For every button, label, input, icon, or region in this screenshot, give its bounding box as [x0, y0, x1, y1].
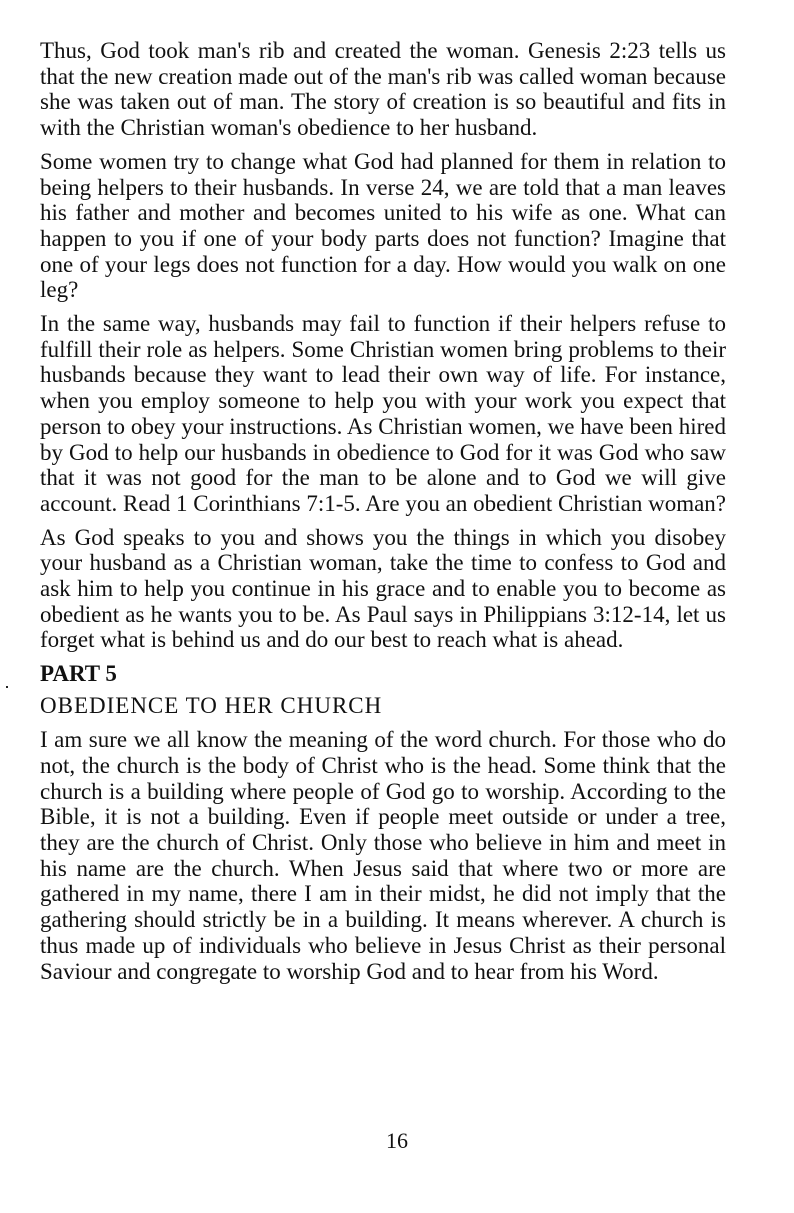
- page-number: 16: [386, 1128, 408, 1153]
- paragraph-helpers-to-husbands: Some women try to change what God had planned for them in relation to being helpers to their husbands. In verse 24, we are told that a man leaves his father and mother and becomes united to his wife as one. What can happen to you if one of your body parts does not function? Imagine that one of your legs does not function for a day. How would you walk on one leg?: [40, 148, 726, 303]
- paragraph-meaning-of-church: I am sure we all know the meaning of the word church. For those who do not, the church is the body of Christ who is the head. Some think that the church is a building where people of God go to worship. According to the Bible, it is not a building. Even if people meet outside or under a tree, they are the church of Christ. Only those who believe in him and meet in his name are the church. When Jesus said that where two or more are gathered in my name, there I am in their midst, he did not imply that the gathering should strictly be in a building. It means wherever. A church is thus made up of individuals who believe in Jesus Christ as their personal Saviour and congregate to worship God and to hear from his Word.: [40, 727, 726, 984]
- page-body: [40, 38, 726, 992]
- paragraph-confess-to-god: As God speaks to you and shows you the things in which you disobey your husband as a Christian woman, take the time to confess to God and ask him to help you continue in his grace and to enable you to become as obedient as he wants you to be. As Paul says in Philippians 3:12-14, let us forget what is behind us and do our best to reach what is ahead.: [40, 524, 726, 653]
- margin-mark: [6, 686, 8, 688]
- paragraph-creation-of-woman: Thus, God took man's rib and created the woman. Genesis 2:23 tells us that the new creation made out of the man's rib was called woman because she was taken out of man. The story of creation is so beautiful and fits in with the Christian woman's obedience to her husband.: [40, 38, 726, 141]
- paragraph-husbands-function: In the same way, husbands may fail to function if their helpers refuse to fulfill their role as helpers. Some Christian women bring problems to their husbands because they want to lead their own way of life. For instance, when you employ someone to help you with your work you expect that person to obey your instructions. As Christian women, we have been hired by God to help our husbands in obedience to God for it was God who saw that it was not good for the man to be alone and to God we will give account. Read 1 Corinthians 7:1-5. Are you an obedient Christian woman?: [40, 311, 727, 516]
- part-heading: PART 5: [40, 661, 117, 687]
- section-heading: OBEDIENCE TO HER CHURCH: [40, 693, 383, 719]
